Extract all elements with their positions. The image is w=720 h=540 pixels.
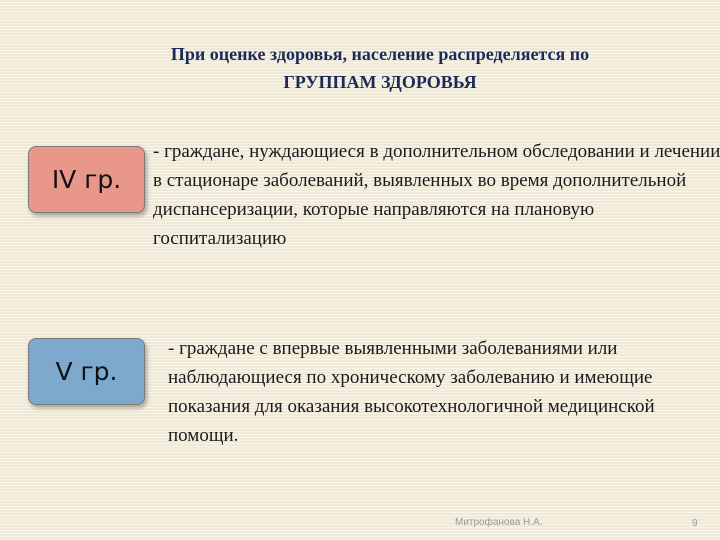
title-line-2: ГРУППАМ ЗДОРОВЬЯ bbox=[283, 72, 477, 92]
title-line-1: При оценке здоровья, население распределяется по bbox=[170, 44, 590, 64]
group-iv-label-box bbox=[28, 146, 145, 213]
group-v-label-box bbox=[28, 338, 145, 405]
group-iv-description: - граждане, нуждающиеся в дополнительном обследовании и лечении в стационаре заболеваний, выявленных во время дополнительной диспансеризации, которые направляются на плановую госпитализацию bbox=[153, 141, 720, 249]
footer-author: Митрофанова Н.А. bbox=[455, 517, 543, 528]
page-number: 9 bbox=[692, 518, 698, 529]
group-v-label: V гр. bbox=[55, 357, 118, 386]
group-v-description: - граждане с впервые выявленными заболеваниями или наблюдающиеся по хроническому заболеванию и имеющие показания для оказания высокотехнологичной медицинской помощи. bbox=[168, 338, 655, 446]
slide-title bbox=[40, 40, 720, 96]
group-iv-label: IV гр. bbox=[51, 165, 122, 194]
